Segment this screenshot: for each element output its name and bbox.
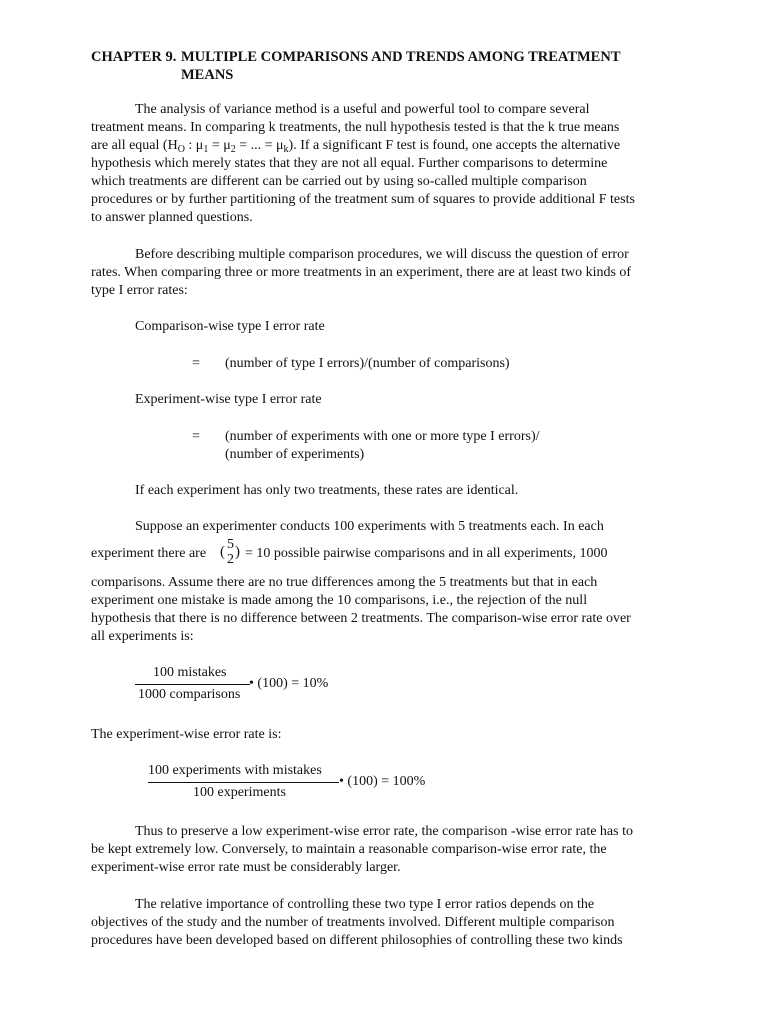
- fraction-denominator: 1000 comparisons: [138, 687, 241, 702]
- formula-result: • (100) = 100%: [339, 774, 426, 789]
- experiment-wise-label: Experiment-wise type I error rate: [135, 392, 322, 407]
- paragraph-low-error-rate: [91, 823, 681, 877]
- paragraph-experiment-wise-intro: The experiment-wise error rate is:: [91, 727, 282, 742]
- binomial-bottom: 2: [227, 552, 234, 567]
- text-line: experiment-wise error rate must be considerably larger.: [91, 860, 401, 875]
- binomial-close-paren: ): [235, 544, 240, 560]
- text-line: procedures have been developed based on different philosophies of controlling these two kinds: [91, 933, 623, 948]
- fraction-numerator: 100 experiments with mistakes: [148, 763, 322, 778]
- binomial-coefficient: [220, 537, 244, 569]
- fraction-denominator: 100 experiments: [193, 785, 286, 800]
- text-line: procedures or by further partitioning of the treatment sum of squares to provide additional F tests: [91, 192, 635, 207]
- formula-result: • (100) = 10%: [249, 676, 329, 691]
- text-line: = 10 possible pairwise comparisons and in all experiments, 1000: [245, 546, 608, 561]
- text-line: objectives of the study and the number of treatments involved. Different multiple comparison: [91, 915, 615, 930]
- text-line: experiment there are: [91, 546, 207, 561]
- null-hypothesis-line: are all equal ($H_O$ : $\mu_1 = \mu_2$ = ... = $\mu_k$). If a significant F test is found, one accepts the alternative: [91, 138, 621, 155]
- text-line: to answer planned questions.: [91, 210, 253, 225]
- comparison-wise-label: Comparison-wise type I error rate: [135, 319, 325, 334]
- paragraph-experiment-example: [91, 574, 681, 646]
- text-line: Before describing multiple comparison procedures, we will discuss the question of error: [135, 247, 629, 262]
- experiment-wise-formula: [148, 762, 468, 802]
- experiment-wise-definition-line1: (number of experiments with one or more type I errors)/: [225, 429, 540, 444]
- text-line: The analysis of variance method is a useful and powerful tool to compare several: [135, 102, 590, 117]
- text-line: rates. When comparing three or more treatments in an experiment, there are at least two kinds of: [91, 265, 632, 280]
- paragraph-error-rates: [91, 246, 681, 300]
- binomial-top: 5: [227, 537, 234, 552]
- chapter-title-line2: MEANS: [181, 67, 234, 83]
- text-line: be kept extremely low. Conversely, to maintain a reasonable comparison-wise error rate, the: [91, 842, 607, 857]
- equals-sign: =: [192, 429, 200, 444]
- equals-sign: =: [192, 356, 200, 371]
- comparison-wise-formula: [135, 664, 355, 704]
- experiment-wise-definition-line2: (number of experiments): [225, 447, 365, 462]
- fraction-bar: [135, 684, 250, 685]
- chapter-heading: [91, 48, 691, 84]
- chapter-number: CHAPTER 9.: [91, 49, 177, 65]
- paragraph-identical-rates: If each experiment has only two treatments, these rates are identical.: [135, 483, 519, 498]
- text-line: experiment one mistake is made among the 10 comparisons, i.e., the rejection of the null: [91, 593, 588, 608]
- text-line: The relative importance of controlling these two type I error ratios depends on the: [135, 897, 595, 912]
- paragraph-relative-importance: [91, 896, 681, 950]
- paragraph-anova-intro: [91, 101, 681, 227]
- text-line: all experiments is:: [91, 629, 194, 644]
- text-line: hypothesis which merely states that they are not all equal. Further comparisons to determine: [91, 156, 608, 171]
- chapter-title-line1: MULTIPLE COMPARISONS AND TRENDS AMONG TREATMENT: [181, 49, 621, 65]
- comparison-wise-definition: (number of type I errors)/(number of comparisons): [225, 356, 510, 371]
- text-line: type I error rates:: [91, 283, 188, 298]
- binomial-open-paren: (: [220, 544, 225, 560]
- text-line: which treatments are different can be carried out by using so-called multiple comparison: [91, 174, 587, 189]
- text-line: treatment means. In comparing k treatments, the null hypothesis tested is that the k true means: [91, 120, 620, 135]
- fraction-bar: [148, 782, 339, 783]
- fraction-numerator: 100 mistakes: [153, 665, 227, 680]
- text-line: comparisons. Assume there are no true differences among the 5 treatments but that in each: [91, 575, 598, 590]
- text-line: hypothesis that there is no difference between 2 treatments. The comparison-wise error rate over: [91, 611, 631, 626]
- text-line: Thus to preserve a low experiment-wise error rate, the comparison -wise error rate has to: [135, 824, 633, 839]
- text-line: Suppose an experimenter conducts 100 experiments with 5 treatments each. In each: [135, 519, 604, 534]
